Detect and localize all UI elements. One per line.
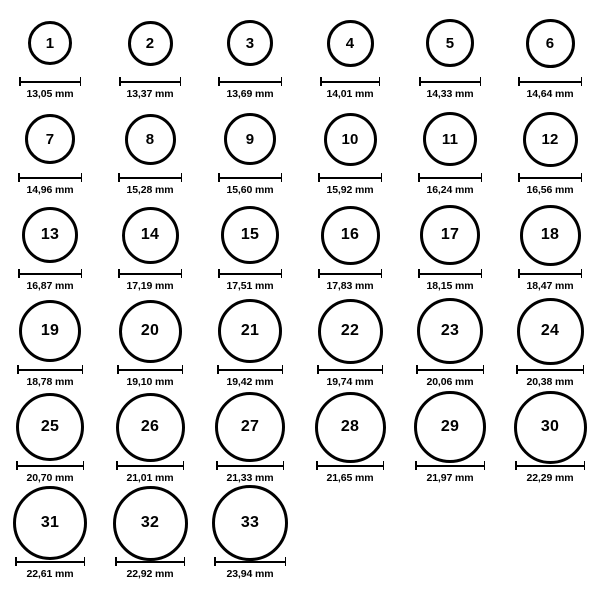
measure-bar-icon: [17, 365, 83, 374]
measure-bar-line: [316, 465, 384, 467]
measure-bar-icon: [518, 269, 582, 278]
ring-size-number: 15: [240, 226, 260, 243]
measure-bar-cap-right: [282, 365, 284, 374]
ring-circle-wrap: [414, 396, 486, 458]
ring-size-cell[interactable]: [500, 108, 600, 204]
ring-circle-icon: [122, 207, 179, 264]
measure-bar-cap-left: [216, 461, 218, 470]
ring-circle-icon: [327, 20, 374, 67]
measure-bar-line: [218, 273, 282, 275]
ring-circle-icon: [321, 206, 380, 265]
ring-size-cell[interactable]: [300, 396, 400, 492]
measure-bar-cap-right: [183, 461, 185, 470]
ring-diameter-label: 23,94 mm: [226, 568, 274, 580]
ring-circle-icon: [417, 298, 483, 364]
measure-bar-line: [18, 273, 82, 275]
ring-circle-wrap: [324, 108, 377, 170]
ring-circle-wrap: [215, 396, 285, 458]
ring-circle-wrap: [315, 396, 386, 458]
ring-size-cell[interactable]: [400, 204, 500, 300]
ring-diameter-label: 15,28 mm: [126, 184, 174, 196]
measure-bar-cap-left: [518, 77, 520, 86]
ring-diameter-label: 20,06 mm: [426, 376, 474, 388]
ring-size-cell[interactable]: [400, 12, 500, 108]
measure-bar-cap-right: [381, 173, 383, 182]
measure-bar-cap-right: [484, 461, 486, 470]
ring-diameter-label: 17,19 mm: [126, 280, 174, 292]
measure-bar-cap-left: [419, 77, 421, 86]
ring-circle-icon: [423, 112, 477, 166]
ring-size-cell[interactable]: [500, 300, 600, 396]
measure-bar-cap-right: [184, 557, 186, 566]
ring-diameter-label: 17,83 mm: [326, 280, 374, 292]
measure-bar-cap-left: [15, 557, 17, 566]
measure-bar-line: [515, 465, 585, 467]
measure-bar-cap-left: [518, 173, 520, 182]
ring-size-number: 31: [40, 514, 60, 531]
ring-size-number: 23: [440, 322, 460, 339]
ring-circle-icon: [520, 205, 581, 266]
measure-bar-icon: [317, 365, 383, 374]
measure-bar-cap-right: [81, 173, 83, 182]
measure-bar-cap-left: [320, 77, 322, 86]
ring-circle-icon: [523, 112, 578, 167]
measure-bar-icon: [516, 365, 584, 374]
ring-circle-wrap: [218, 300, 282, 362]
measure-bar-icon: [119, 77, 181, 86]
measure-bar-line: [518, 177, 582, 179]
ring-size-cell[interactable]: [0, 492, 100, 588]
ring-circle-icon: [514, 391, 587, 464]
ring-diameter-label: 21,65 mm: [326, 472, 374, 484]
measure-bar-cap-left: [115, 557, 117, 566]
ring-circle-wrap: [520, 204, 581, 266]
measure-bar-icon: [515, 461, 585, 470]
measure-bar-cap-right: [581, 173, 583, 182]
ring-circle-wrap: [128, 12, 173, 74]
ring-circle-icon: [212, 485, 288, 561]
measure-bar-cap-left: [218, 173, 220, 182]
ring-circle-wrap: [514, 396, 587, 458]
ring-size-number: 11: [441, 130, 459, 148]
ring-size-cell[interactable]: [500, 12, 600, 108]
ring-diameter-label: 21,97 mm: [426, 472, 474, 484]
ring-size-cell[interactable]: [400, 300, 500, 396]
ring-circle-wrap: [212, 492, 288, 554]
measure-bar-line: [216, 465, 284, 467]
measure-bar-icon: [19, 77, 81, 86]
ring-diameter-label: 13,05 mm: [26, 88, 74, 100]
ring-diameter-label: 14,96 mm: [26, 184, 74, 196]
ring-size-number: 24: [540, 322, 560, 339]
measure-bar-line: [118, 177, 182, 179]
measure-bar-cap-left: [16, 461, 18, 470]
measure-bar-cap-right: [382, 365, 384, 374]
ring-diameter-label: 16,24 mm: [426, 184, 474, 196]
ring-size-number: 27: [240, 418, 260, 435]
ring-diameter-label: 18,78 mm: [26, 376, 74, 388]
measure-bar-cap-left: [118, 173, 120, 182]
ring-size-cell[interactable]: [0, 108, 100, 204]
ring-size-number: 17: [440, 226, 460, 243]
ring-size-number: 9: [245, 130, 255, 148]
measure-bar-icon: [419, 77, 481, 86]
ring-circle-wrap: [28, 12, 72, 74]
measure-bar-icon: [318, 269, 382, 278]
ring-circle-wrap: [221, 204, 279, 266]
ring-size-number: 21: [240, 322, 260, 339]
ring-circle-wrap: [16, 396, 84, 458]
measure-bar-line: [17, 369, 83, 371]
measure-bar-cap-right: [81, 269, 83, 278]
ring-circle-icon: [420, 205, 480, 265]
measure-bar-icon: [218, 173, 282, 182]
measure-bar-cap-left: [218, 77, 220, 86]
measure-bar-cap-right: [181, 173, 183, 182]
measure-bar-line: [518, 81, 582, 83]
ring-size-number: 25: [40, 418, 60, 435]
ring-circle-wrap: [13, 492, 87, 554]
ring-size-number: 7: [45, 130, 55, 148]
ring-size-number: 13: [40, 226, 60, 243]
measure-bar-cap-right: [181, 269, 183, 278]
ring-circle-icon: [13, 486, 87, 560]
measure-bar-line: [318, 273, 382, 275]
measure-bar-icon: [518, 77, 582, 86]
ring-size-number: 28: [340, 418, 360, 435]
measure-bar-cap-left: [18, 269, 20, 278]
measure-bar-cap-right: [281, 173, 283, 182]
measure-bar-line: [415, 465, 485, 467]
measure-bar-cap-left: [19, 77, 21, 86]
ring-size-number: 8: [145, 130, 155, 148]
ring-circle-icon: [113, 486, 188, 561]
measure-bar-line: [19, 81, 81, 83]
ring-size-cell[interactable]: [200, 492, 300, 588]
ring-size-number: 3: [245, 34, 255, 52]
ring-diameter-label: 21,33 mm: [226, 472, 274, 484]
measure-bar-line: [318, 177, 382, 179]
measure-bar-line: [218, 177, 282, 179]
ring-circle-wrap: [321, 204, 380, 266]
ring-size-number: 16: [340, 226, 360, 243]
ring-size-cell[interactable]: [100, 204, 200, 300]
ring-circle-icon: [224, 113, 276, 165]
ring-circle-icon: [22, 207, 78, 263]
measure-bar-cap-left: [318, 173, 320, 182]
measure-bar-line: [418, 177, 482, 179]
measure-bar-cap-left: [17, 365, 19, 374]
ring-diameter-label: 19,10 mm: [126, 376, 174, 388]
ring-circle-wrap: [25, 108, 75, 170]
ring-circle-wrap: [318, 300, 383, 362]
measure-bar-cap-right: [180, 77, 182, 86]
ring-size-number: 20: [140, 322, 160, 339]
measure-bar-cap-right: [83, 461, 85, 470]
measure-bar-cap-right: [383, 461, 385, 470]
measure-bar-icon: [418, 269, 482, 278]
measure-bar-cap-right: [481, 173, 483, 182]
ring-diameter-label: 20,70 mm: [26, 472, 74, 484]
ring-circle-icon: [25, 114, 75, 164]
ring-size-number: 19: [40, 322, 60, 339]
measure-bar-icon: [318, 173, 382, 182]
measure-bar-icon: [116, 461, 184, 470]
measure-bar-line: [118, 273, 182, 275]
measure-bar-icon: [416, 365, 484, 374]
ring-diameter-label: 13,69 mm: [226, 88, 274, 100]
measure-bar-cap-left: [518, 269, 520, 278]
measure-bar-cap-right: [581, 77, 583, 86]
ring-circle-icon: [128, 21, 173, 66]
ring-diameter-label: 18,15 mm: [426, 280, 474, 292]
ring-circle-wrap: [417, 300, 483, 362]
measure-bar-cap-right: [581, 269, 583, 278]
ring-size-number: 29: [440, 418, 460, 435]
ring-size-cell[interactable]: [200, 108, 300, 204]
ring-size-cell[interactable]: [200, 204, 300, 300]
measure-bar-cap-right: [182, 365, 184, 374]
ring-circle-icon: [324, 113, 377, 166]
ring-circle-wrap: [113, 492, 188, 554]
ring-circle-wrap: [420, 204, 480, 266]
ring-size-number: 4: [345, 34, 355, 52]
ring-diameter-label: 20,38 mm: [526, 376, 574, 388]
ring-circle-wrap: [526, 12, 575, 74]
ring-size-cell[interactable]: [200, 12, 300, 108]
ring-circle-icon: [426, 19, 474, 67]
measure-bar-cap-left: [418, 173, 420, 182]
measure-bar-cap-left: [18, 173, 20, 182]
ring-diameter-label: 16,56 mm: [526, 184, 574, 196]
ring-size-cell[interactable]: [100, 108, 200, 204]
ring-size-number: 33: [240, 514, 260, 531]
measure-bar-cap-right: [84, 557, 86, 566]
ring-size-cell[interactable]: [400, 396, 500, 492]
ring-size-number: 6: [545, 34, 555, 52]
measure-bar-cap-left: [418, 269, 420, 278]
measure-bar-line: [116, 465, 184, 467]
measure-bar-icon: [217, 365, 283, 374]
measure-bar-line: [418, 273, 482, 275]
measure-bar-line: [518, 273, 582, 275]
ring-diameter-label: 14,64 mm: [526, 88, 574, 100]
measure-bar-cap-left: [116, 461, 118, 470]
ring-size-cell[interactable]: [100, 396, 200, 492]
measure-bar-icon: [418, 173, 482, 182]
ring-size-cell[interactable]: [0, 396, 100, 492]
ring-circle-wrap: [517, 300, 584, 362]
ring-size-cell[interactable]: [300, 108, 400, 204]
measure-bar-icon: [16, 461, 84, 470]
ring-circle-wrap: [122, 204, 179, 266]
measure-bar-cap-right: [80, 77, 82, 86]
measure-bar-line: [115, 561, 185, 563]
measure-bar-cap-left: [119, 77, 121, 86]
measure-bar-icon: [518, 173, 582, 182]
measure-bar-line: [218, 81, 282, 83]
measure-bar-icon: [216, 461, 284, 470]
ring-size-number: 32: [140, 514, 160, 531]
ring-size-cell[interactable]: [100, 12, 200, 108]
ring-circle-wrap: [426, 12, 474, 74]
ring-circle-wrap: [125, 108, 176, 170]
ring-size-number: 12: [541, 130, 559, 148]
ring-diameter-label: 22,29 mm: [526, 472, 574, 484]
measure-bar-cap-right: [285, 557, 287, 566]
measure-bar-cap-left: [516, 365, 518, 374]
ring-size-number: 14: [140, 226, 160, 243]
measure-bar-cap-left: [416, 365, 418, 374]
measure-bar-cap-right: [379, 77, 381, 86]
measure-bar-line: [516, 369, 584, 371]
ring-size-number: 26: [140, 418, 160, 435]
ring-circle-wrap: [119, 300, 182, 362]
measure-bar-line: [117, 369, 183, 371]
ring-circle-wrap: [327, 12, 374, 74]
measure-bar-icon: [316, 461, 384, 470]
measure-bar-cap-right: [283, 461, 285, 470]
ring-circle-wrap: [227, 12, 273, 74]
measure-bar-cap-left: [316, 461, 318, 470]
ring-size-number: 18: [540, 226, 560, 243]
measure-bar-line: [214, 561, 286, 563]
ring-size-cell[interactable]: [200, 300, 300, 396]
ring-diameter-label: 17,51 mm: [226, 280, 274, 292]
ring-diameter-label: 19,42 mm: [226, 376, 274, 388]
measure-bar-cap-right: [281, 77, 283, 86]
ring-circle-icon: [517, 298, 584, 365]
ring-diameter-label: 15,60 mm: [226, 184, 274, 196]
ring-diameter-label: 15,92 mm: [326, 184, 374, 196]
ring-diameter-label: 19,74 mm: [326, 376, 374, 388]
measure-bar-icon: [218, 269, 282, 278]
ring-size-cell[interactable]: [0, 12, 100, 108]
ring-size-number: 10: [341, 130, 359, 148]
ring-size-cell[interactable]: [300, 204, 400, 300]
ring-circle-icon: [116, 393, 185, 462]
measure-bar-icon: [118, 269, 182, 278]
measure-bar-cap-left: [318, 269, 320, 278]
ring-circle-wrap: [19, 300, 81, 362]
measure-bar-cap-right: [483, 365, 485, 374]
measure-bar-line: [16, 465, 84, 467]
ring-size-number: 1: [45, 34, 55, 52]
measure-bar-cap-left: [218, 269, 220, 278]
measure-bar-icon: [118, 173, 182, 182]
measure-bar-line: [416, 369, 484, 371]
measure-bar-cap-left: [217, 365, 219, 374]
measure-bar-cap-right: [281, 269, 283, 278]
ring-circle-wrap: [116, 396, 185, 458]
ring-size-cell[interactable]: [400, 108, 500, 204]
measure-bar-line: [18, 177, 82, 179]
ring-size-cell[interactable]: [500, 204, 600, 300]
measure-bar-icon: [18, 173, 82, 182]
measure-bar-cap-right: [584, 461, 586, 470]
ring-circle-wrap: [523, 108, 578, 170]
ring-circle-wrap: [423, 108, 477, 170]
ring-circle-wrap: [22, 204, 78, 266]
measure-bar-cap-right: [583, 365, 585, 374]
measure-bar-line: [15, 561, 85, 563]
measure-bar-cap-left: [415, 461, 417, 470]
ring-size-cell[interactable]: [0, 204, 100, 300]
ring-circle-icon: [16, 393, 84, 461]
ring-diameter-label: 13,37 mm: [126, 88, 174, 100]
measure-bar-icon: [218, 77, 282, 86]
measure-bar-cap-left: [214, 557, 216, 566]
ring-diameter-label: 16,87 mm: [26, 280, 74, 292]
measure-bar-cap-left: [515, 461, 517, 470]
ring-circle-icon: [119, 300, 182, 363]
measure-bar-cap-right: [82, 365, 84, 374]
ring-diameter-label: 14,01 mm: [326, 88, 374, 100]
ring-diameter-label: 14,33 mm: [426, 88, 474, 100]
ring-circle-wrap: [224, 108, 276, 170]
measure-bar-cap-right: [481, 269, 483, 278]
ring-circle-icon: [215, 392, 285, 462]
ring-circle-icon: [221, 206, 279, 264]
ring-size-number: 2: [145, 34, 155, 52]
measure-bar-cap-right: [381, 269, 383, 278]
ring-size-number: 5: [445, 34, 455, 52]
measure-bar-line: [119, 81, 181, 83]
ring-circle-icon: [315, 392, 386, 463]
measure-bar-line: [217, 369, 283, 371]
ring-circle-icon: [125, 114, 176, 165]
measure-bar-cap-right: [480, 77, 482, 86]
ring-circle-icon: [28, 21, 72, 65]
ring-circle-icon: [218, 299, 282, 363]
measure-bar-cap-left: [117, 365, 119, 374]
ring-circle-icon: [414, 391, 486, 463]
measure-bar-line: [317, 369, 383, 371]
measure-bar-icon: [15, 557, 85, 566]
ring-diameter-label: 18,47 mm: [526, 280, 574, 292]
measure-bar-icon: [320, 77, 380, 86]
ring-size-cell[interactable]: [100, 492, 200, 588]
ring-size-cell[interactable]: [300, 300, 400, 396]
ring-circle-icon: [19, 300, 81, 362]
ring-circle-icon: [318, 299, 383, 364]
ring-circle-icon: [227, 20, 273, 66]
measure-bar-line: [320, 81, 380, 83]
measure-bar-line: [419, 81, 481, 83]
ring-size-number: 30: [540, 418, 560, 435]
ring-size-cell[interactable]: [500, 396, 600, 492]
measure-bar-cap-left: [317, 365, 319, 374]
measure-bar-cap-left: [118, 269, 120, 278]
measure-bar-icon: [115, 557, 185, 566]
ring-size-cell[interactable]: [100, 300, 200, 396]
ring-circle-icon: [526, 19, 575, 68]
measure-bar-icon: [415, 461, 485, 470]
ring-diameter-label: 21,01 mm: [126, 472, 174, 484]
ring-size-cell[interactable]: [0, 300, 100, 396]
measure-bar-icon: [18, 269, 82, 278]
ring-size-cell[interactable]: [300, 12, 400, 108]
ring-diameter-label: 22,92 mm: [126, 568, 174, 580]
ring-size-cell[interactable]: [200, 396, 300, 492]
ring-diameter-label: 22,61 mm: [26, 568, 74, 580]
ring-size-number: 22: [340, 322, 360, 339]
measure-bar-icon: [117, 365, 183, 374]
measure-bar-icon: [214, 557, 286, 566]
